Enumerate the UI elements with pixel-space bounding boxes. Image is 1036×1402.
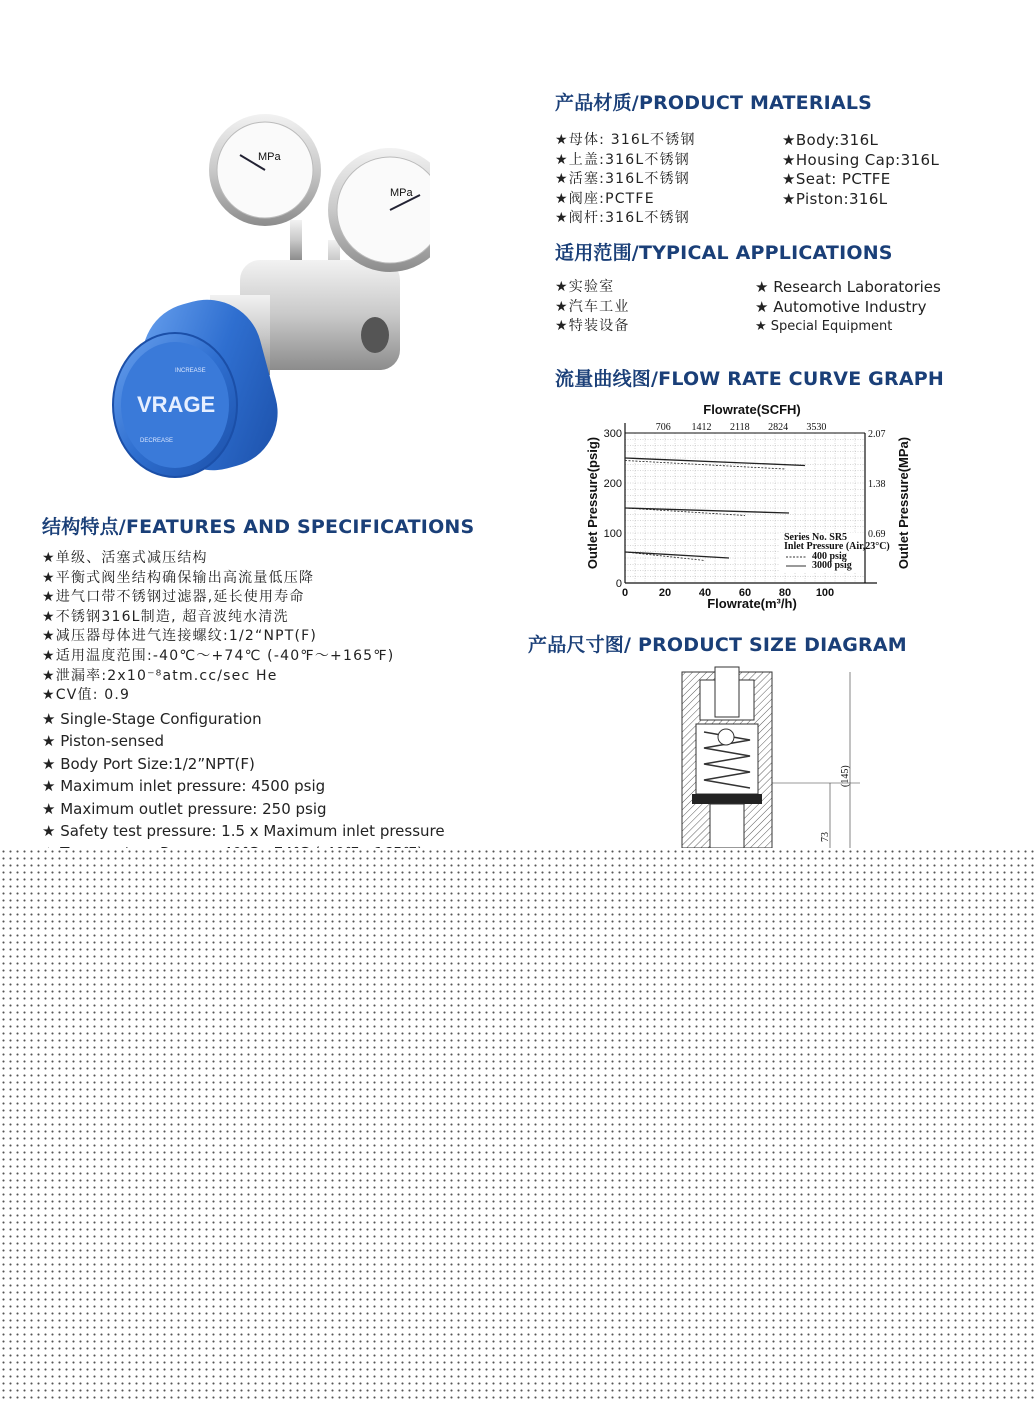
list-item: ★ Automotive Industry <box>755 297 927 316</box>
features-cn-list <box>42 549 394 706</box>
list-item: ★泄漏率:2x10⁻⁸atm.cc/sec He <box>42 667 278 684</box>
list-item: ★实验室 <box>555 279 615 295</box>
list-item: ★Seat: PCTFE <box>782 170 891 189</box>
y-tick-label: 200 <box>603 478 622 490</box>
x-tick-label: 80 <box>778 587 792 599</box>
materials-heading: 产品材质/PRODUCT MATERIALS <box>555 92 873 114</box>
list-item: ★ Safety test pressure: 1.5 x Maximum inlet pressure <box>42 821 445 840</box>
list-item: ★ Special Equipment <box>755 319 893 335</box>
legend-line: Inlet Pressure (Air,23°C) <box>784 541 890 552</box>
list-item: ★ Body Port Size:1/2”NPT(F) <box>42 754 255 773</box>
list-item: ★ Single-Stage Configuration <box>42 710 262 728</box>
top-tick-label: 2118 <box>730 422 750 433</box>
list-item: ★不锈钢316L制造, 超音波纯水清洗 <box>42 608 289 625</box>
right-tick-label: 2.07 <box>868 429 886 440</box>
list-item: ★特装设备 <box>555 318 630 335</box>
x-tick-label: 100 <box>815 587 835 599</box>
list-item: ★Body:316L <box>782 131 879 149</box>
list-item: ★减压器母体进气连接螺纹:1/2“NPT(F) <box>42 628 318 645</box>
materials-cn-list <box>555 131 696 229</box>
brand-logo: VRAGE <box>137 392 216 417</box>
legend-line: 400 psig <box>812 551 847 562</box>
list-item: ★ Piston-sensed <box>42 732 165 751</box>
svg-text:MPa: MPa <box>390 187 413 199</box>
top-tick-label: 3530 <box>806 422 827 433</box>
size-diagram-heading: 产品尺寸图/ PRODUCT SIZE DIAGRAM <box>528 634 907 656</box>
chart-title: Flowrate(SCFH) <box>703 402 801 417</box>
dimension-label: 73 <box>820 832 831 842</box>
pressure-gauge-1 <box>209 114 321 226</box>
list-item: ★活塞:316L不锈钢 <box>555 171 690 188</box>
pressure-gauge-2 <box>328 148 430 272</box>
y-tick-label: 100 <box>603 528 622 540</box>
product-image <box>90 100 430 480</box>
list-item: ★ Maximum inlet pressure: 4500 psig <box>42 777 326 796</box>
list-item: ★适用温度范围:-40℃～+74℃ (-40℉～+165℉) <box>42 647 395 664</box>
top-tick-label: 1412 <box>691 422 712 433</box>
y-axis-label: Outlet Pressure(psig) <box>585 436 600 570</box>
list-item: ★进气口带不锈钢过滤器,延长使用寿命 <box>42 589 305 606</box>
legend-line: Series No. SR5 <box>784 532 848 543</box>
series-line <box>625 552 729 558</box>
x-tick-label: 60 <box>738 587 752 599</box>
svg-text:DECREASE: DECREASE <box>140 438 174 444</box>
y-tick-label: 300 <box>603 428 622 440</box>
x-tick-label: 20 <box>658 587 672 599</box>
flow-rate-chart <box>580 398 915 613</box>
svg-text:INCREASE: INCREASE <box>175 368 206 374</box>
materials-en-list <box>782 131 939 209</box>
list-item: ★ Maximum outlet pressure: 250 psig <box>42 799 327 818</box>
applications-cn-list <box>555 278 630 337</box>
list-item: ★平衡式阀坐结构确保输出高流量低压降 <box>42 569 315 586</box>
x-tick-label: 40 <box>698 587 712 599</box>
list-item: ★Housing Cap:316L <box>782 150 940 169</box>
svg-text:MPa: MPa <box>258 151 281 163</box>
features-heading: 结构特点/FEATURES AND SPECIFICATIONS <box>42 516 475 538</box>
legend-line: 3000 psig <box>812 560 852 571</box>
applications-en-list <box>755 278 941 337</box>
flow-graph-heading: 流量曲线图/FLOW RATE CURVE GRAPH <box>555 368 944 390</box>
x-axis-label: Flowrate(m³/h) <box>707 596 797 611</box>
top-tick-label: 706 <box>655 422 671 433</box>
applications-heading: 适用范围/TYPICAL APPLICATIONS <box>555 242 893 264</box>
size-diagram <box>660 662 870 848</box>
list-item: ★单级、活塞式减压结构 <box>42 550 208 566</box>
dotted-overlay <box>0 848 1036 1402</box>
list-item: ★CV值: 0.9 <box>42 687 131 704</box>
list-item: ★阀杆:316L不锈钢 <box>555 210 690 227</box>
x-tick-label: 0 <box>621 587 629 599</box>
list-item: ★Piston:316L <box>782 189 888 208</box>
dimension-label: (145) <box>840 765 851 787</box>
list-item: ★母体: 316L不锈钢 <box>555 132 696 148</box>
right-tick-label: 1.38 <box>868 479 886 490</box>
y-tick-label: 0 <box>615 578 622 590</box>
y-axis-right-label: Outlet Pressure(MPa) <box>896 436 911 570</box>
top-tick-label: 2824 <box>768 422 789 433</box>
right-tick-label: 0.69 <box>868 529 886 540</box>
list-item: ★上盖:316L不锈钢 <box>555 151 690 168</box>
series-line <box>625 508 789 513</box>
list-item: ★ Research Laboratories <box>755 278 941 296</box>
list-item: ★汽车工业 <box>555 298 630 315</box>
list-item: ★阀座:PCTFE <box>555 190 655 207</box>
features-en-list <box>42 708 445 865</box>
